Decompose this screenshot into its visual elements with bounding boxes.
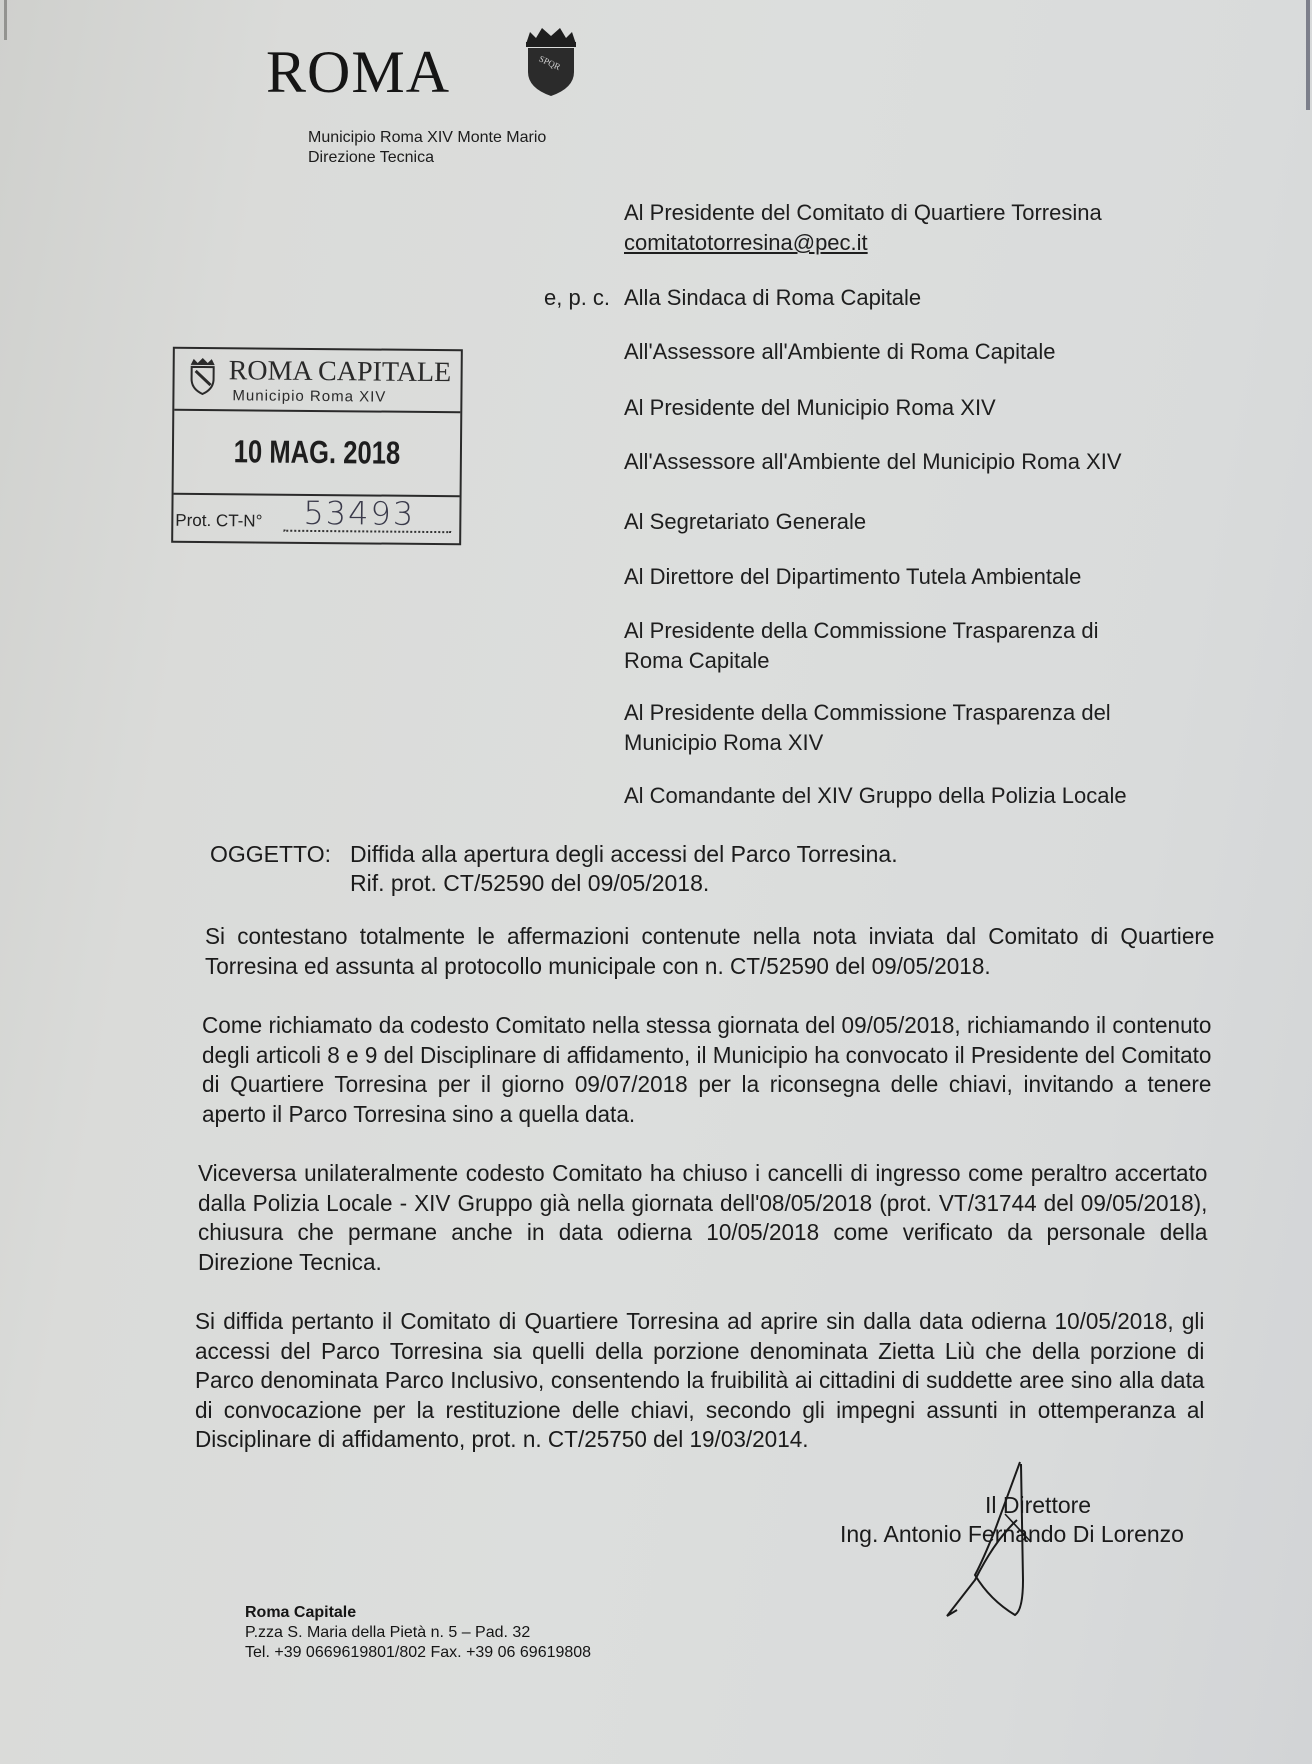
cc-recipient: Al Comandante del XIV Gruppo della Polizia Locale [624, 783, 1127, 808]
subject-line-1: Diffida alla apertura degli accessi del Parco Torresina. [350, 841, 898, 867]
cc-label: e, p. c. [544, 285, 611, 310]
footer-address [245, 1603, 591, 1663]
primary-recipient [624, 198, 1102, 258]
cc-recipient [624, 616, 1098, 676]
stamp-date-row [174, 411, 461, 497]
subject-label: OGGETTO: [210, 841, 331, 867]
letterhead-city: ROMA [266, 39, 451, 105]
cc-recipient [624, 698, 1111, 758]
cc-recipient-line: Roma Capitale [624, 648, 770, 673]
body-paragraph-1: Si contestano totalmente le affermazioni contenute nella nota inviata dal Comitato di Quartiere Torresina ed assunta al protocollo municipale con n. CT/52590 del 09/05/2018. [205, 923, 1215, 979]
cc-recipient-line: Municipio Roma XIV [624, 730, 824, 755]
body-paragraph-3: Viceversa unilateralmente codesto Comitato ha chiuso i cancelli di ingresso come peraltro accertato dalla Polizia Locale - XIV Gruppo già nella giornata dell'08/05/2018 (prot. VT/31744 del 09/05/2018), chiusura che permane anche in data odierna 10/05/2018 come verificato da personale della Direzione Tecnica. [198, 1160, 1208, 1275]
stamp-prot-label: Prot. CT-N° [175, 510, 263, 531]
cc-recipient: Alla Sindaca di Roma Capitale [624, 285, 922, 310]
stamp-title: ROMA CAPITALE [228, 355, 452, 389]
footer-contacts: Tel. +39 0669619801/802 Fax. +39 06 69619808 [245, 1644, 592, 1661]
primary-recipient-email[interactable]: comitatotorresina@pec.it [624, 230, 868, 255]
handwritten-signature-icon [935, 1460, 1055, 1620]
subject-line-2: Rif. prot. CT/52590 del 09/05/2018. [350, 870, 710, 896]
cc-recipient: All'Assessore all'Ambiente di Roma Capitale [624, 339, 1056, 364]
cc-recipient: Al Presidente del Municipio Roma XIV [624, 395, 996, 420]
body-paragraph-2: Come richiamato da codesto Comitato nella stessa giornata del 09/05/2018, richiamando il contenuto degli articoli 8 e 9 del Disciplinare di affidamento, il Municipio ha convocato il Presidente del Comitato di Quartiere Torresina per il giorno 09/07/2018 per la riconsegna delle chiavi, invitando a tenere aperto il Parco Torresina sino a quella data. [202, 1012, 1212, 1127]
primary-recipient-name: Al Presidente del Comitato di Quartiere Torresina [624, 200, 1102, 225]
stamp-crest-icon [188, 357, 216, 395]
cc-recipient: Al Segretariato Generale [624, 509, 867, 534]
cc-recipient: Al Direttore del Dipartimento Tutela Ambientale [624, 564, 1082, 589]
cc-recipient-line: Al Presidente della Commissione Trasparenza di [624, 618, 1099, 643]
cc-recipient: All'Assessore all'Ambiente del Municipio Roma XIV [624, 449, 1122, 474]
stamp-date: 10 MAG. 2018 [233, 433, 401, 471]
footer-street: P.zza S. Maria della Pietà n. 5 – Pad. 32 [245, 1624, 531, 1641]
page-edge [1306, 0, 1310, 110]
cc-recipient-line: Al Presidente della Commissione Trasparenza del [624, 700, 1111, 725]
stamp-prot-number: 53493 [303, 493, 416, 533]
office-line-2: Direzione Tecnica [308, 149, 434, 166]
stamp-header [174, 349, 461, 413]
signatory-name: Ing. Antonio Fernando Di Lorenzo [840, 1521, 1184, 1547]
roma-crest-icon [520, 26, 582, 98]
signatory-role: Il Direttore [985, 1492, 1092, 1518]
stamp-subtitle: Municipio Roma XIV [232, 387, 387, 406]
svg-text:SPQR: SPQR [537, 53, 563, 73]
stamp-protocol-row [173, 495, 459, 541]
office-line-1: Municipio Roma XIV Monte Mario [308, 129, 547, 146]
page-edge [4, 0, 7, 40]
letterhead-office [308, 128, 546, 168]
protocol-stamp [171, 347, 463, 546]
footer-org: Roma Capitale [245, 1604, 357, 1621]
body-paragraph-4: Si diffida pertanto il Comitato di Quartiere Torresina ad aprire sin dalla data odierna 10/05/2018, gli accessi del Parco Torresina sia quelli della porzione denominata Zietta Liù che della porzione di Parco denominata Parco Inclusivo, consentendo la fruibilità ai cittadini di suddette aree sino alla data di convocazione per la restituzione delle chiavi, secondo gli impegni assunti in ottemperanza al Disciplinare di affidamento, prot. n. CT/25750 del 19/03/2014. [195, 1308, 1205, 1452]
